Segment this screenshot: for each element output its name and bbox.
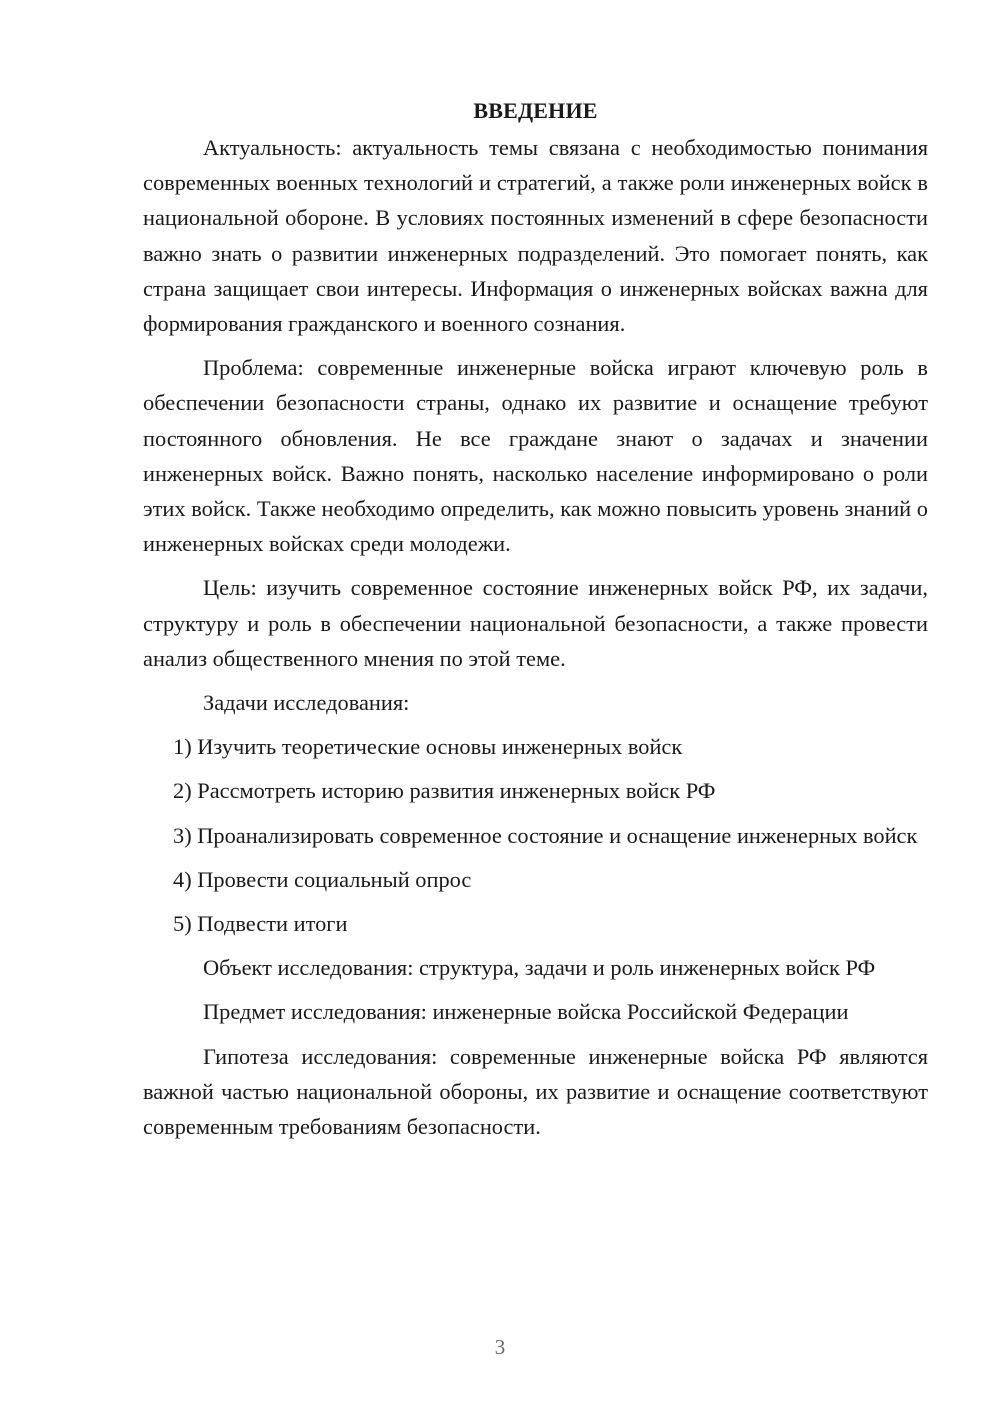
problem-paragraph: Проблема: современные инженерные войска играют ключевую роль в обеспечении безопасности страны, однако их развитие и оснащение требуют постоянного обновления. Не все граждане знают о задачах и значении инженерных войск. Важно понять, насколько население информировано о роли этих войск. Также необходимо определить, как можно повысить уровень знаний о инженерных войсках среди молодежи. xyxy=(143,355,928,557)
task-item-1: 1) Изучить теоретические основы инженерных войск xyxy=(173,734,683,760)
section-title: ВВЕДЕНИЕ xyxy=(473,98,598,123)
object-paragraph: Объект исследования: структура, задачи и роль инженерных войск РФ xyxy=(203,955,876,981)
hypothesis-paragraph: Гипотеза исследования: современные инженерные войска РФ являются важной частью национальной обороны, их развитие и оснащение соответствуют современным требованиям безопасности. xyxy=(143,1043,928,1140)
task-item-5: 5) Подвести итоги xyxy=(173,911,348,937)
task-item-4: 4) Провести социальный опрос xyxy=(173,866,472,892)
relevance-paragraph: Актуальность: актуальность темы связана с необходимостью понимания современных военных технологий и стратегий, а также роли инженерных войск в национальной обороне. В условиях постоянных изменений в сфере безопасности важно знать о развитии инженерных подразделений. Это помогает понять, как страна защищает свои интересы. Информация о инженерных войсках важна для формирования гражданского и военного сознания. xyxy=(143,135,928,337)
page-number: 3 xyxy=(494,1335,506,1359)
tasks-heading: Задачи исследования: xyxy=(203,690,410,716)
document-page xyxy=(143,96,928,1153)
goal-paragraph: Цель: изучить современное состояние инженерных войск РФ, их задачи, структуру и роль в обеспечении национальной безопасности, а также провести анализ общественного мнения по этой теме. xyxy=(143,575,928,671)
task-item-3: 3) Проанализировать современное состояние и оснащение инженерных войск xyxy=(173,822,918,848)
subject-paragraph: Предмет исследования: инженерные войска Российской Федерации xyxy=(203,999,849,1025)
task-item-2: 2) Рассмотреть историю развития инженерных войск РФ xyxy=(173,778,716,804)
